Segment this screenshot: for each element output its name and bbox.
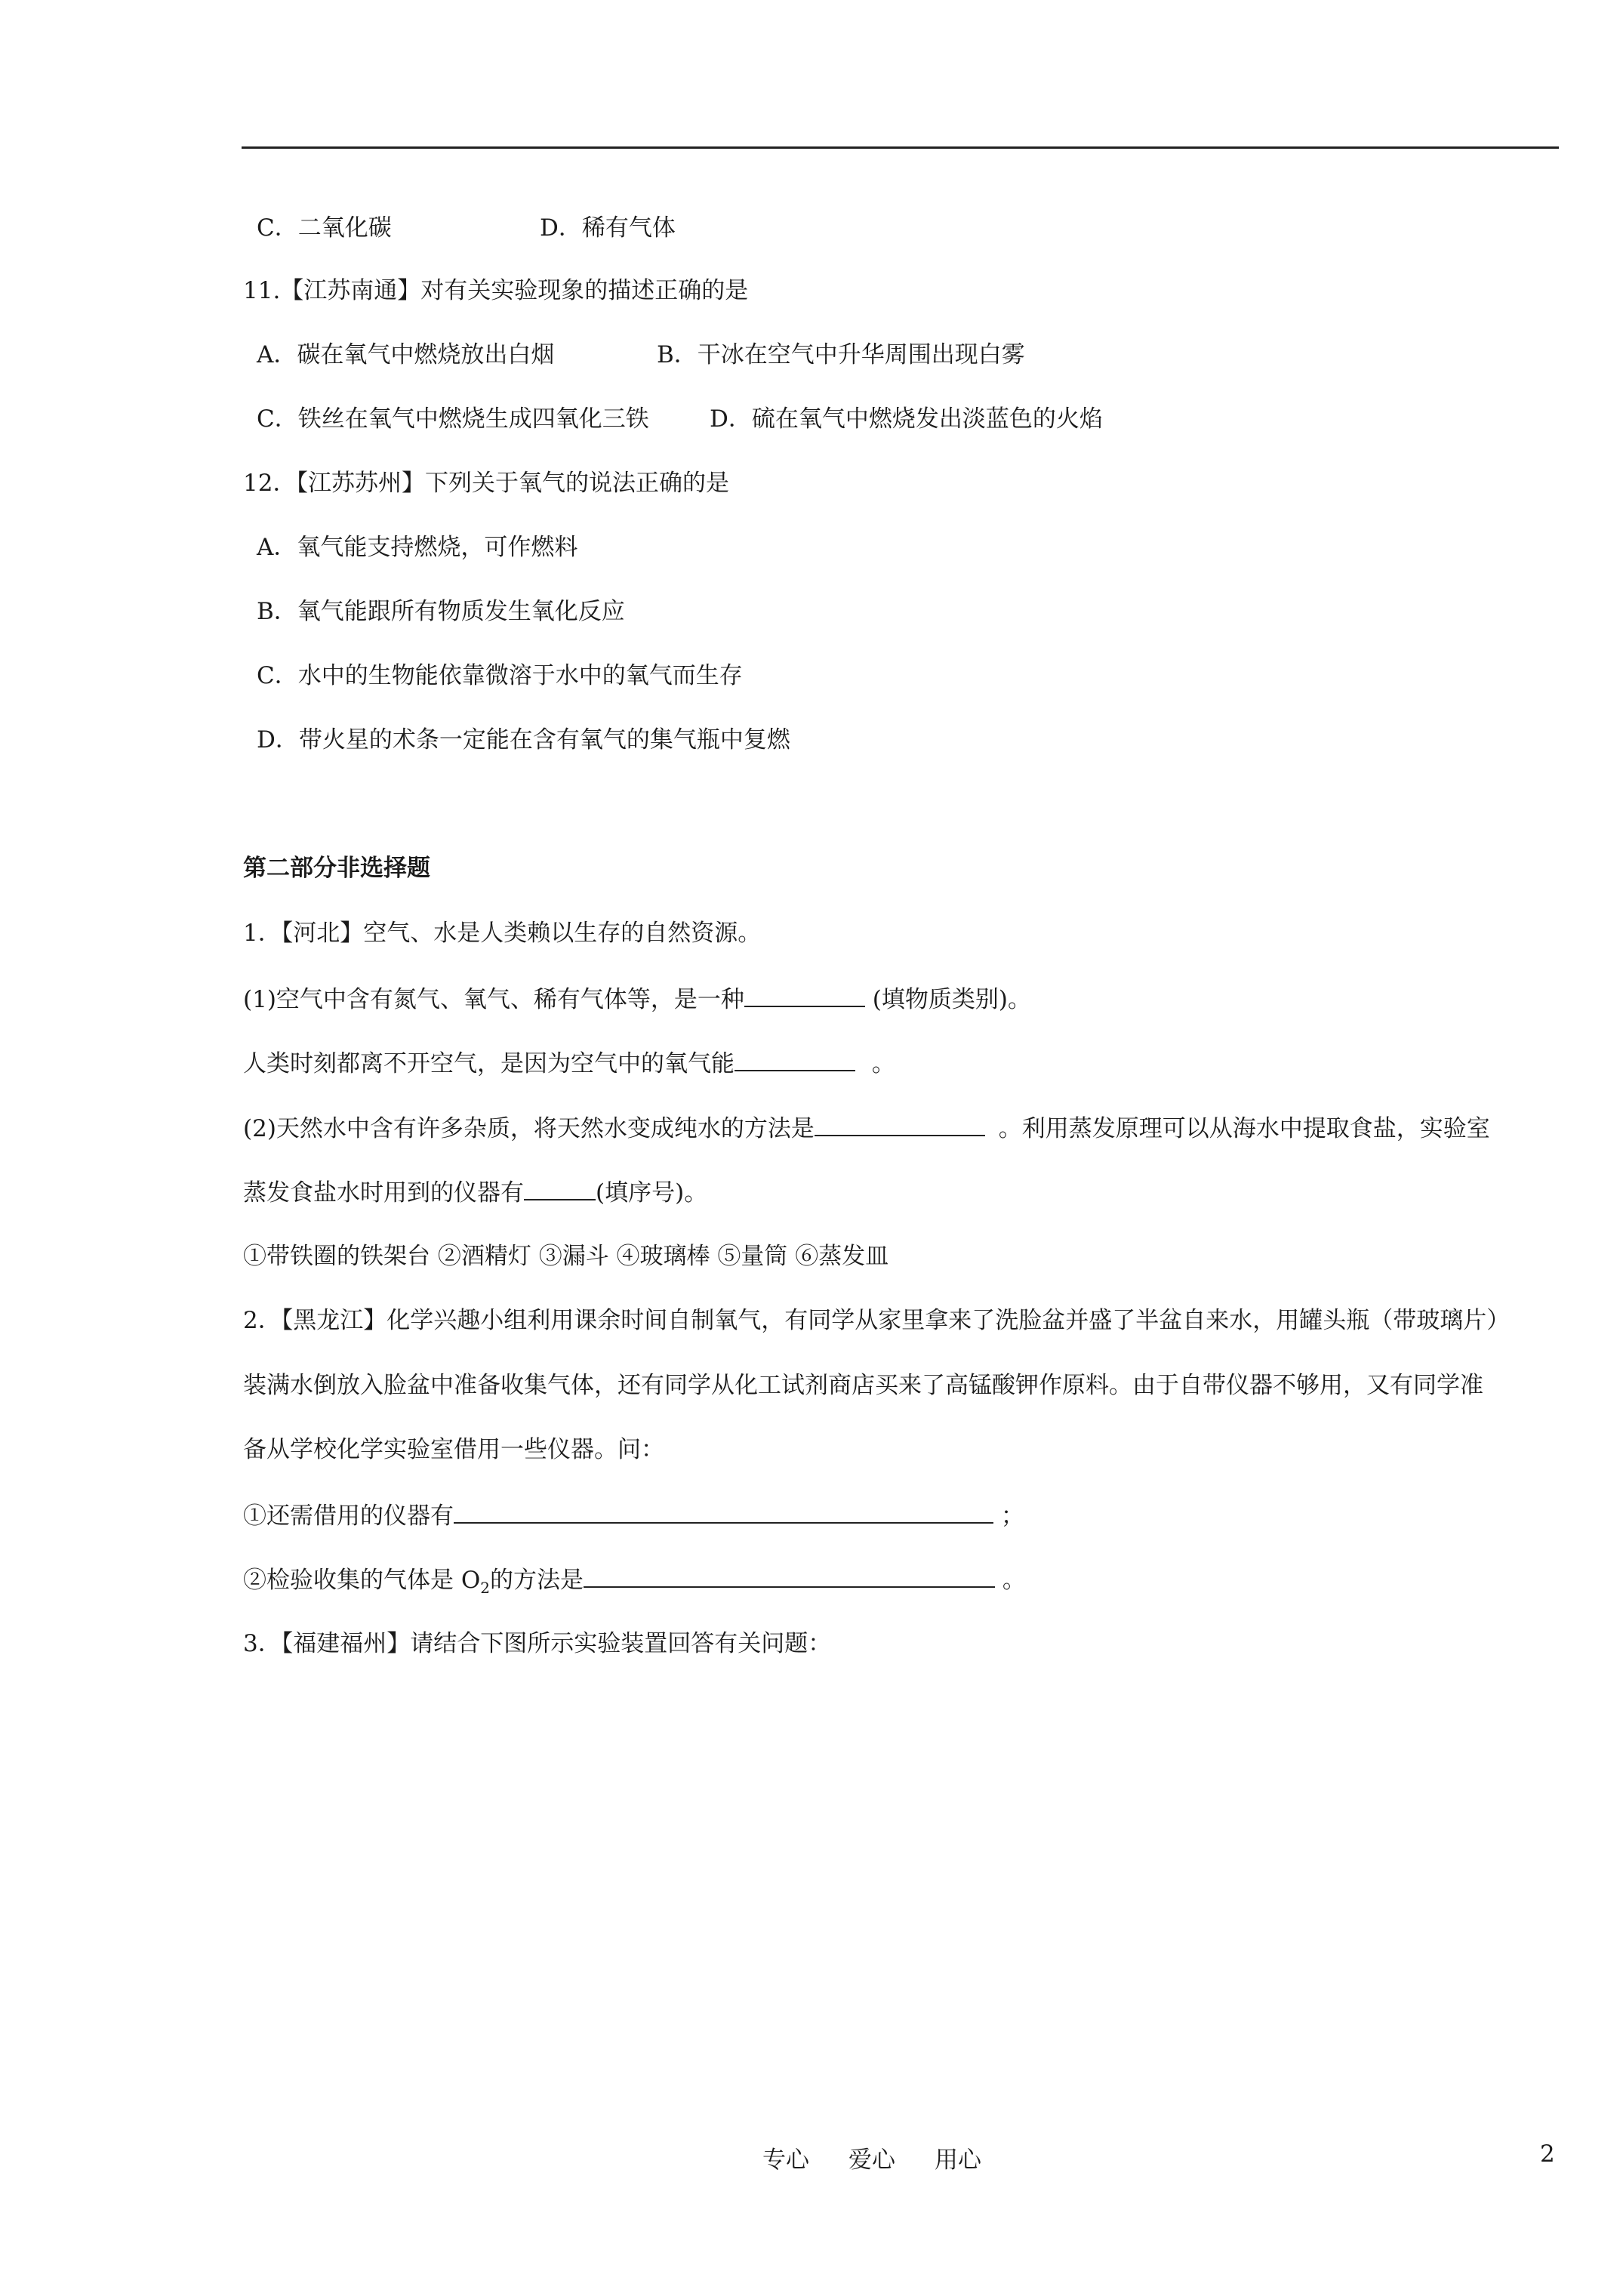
p3-stem: 3．【福建福州】请结合下图所示实验装置回答有关问题： <box>243 1630 832 1657</box>
answer-blank[interactable] <box>735 1047 855 1071</box>
page-number: 2 <box>1540 2140 1555 2168</box>
option-d: D．稀有气体 <box>540 214 676 242</box>
p2-line2: 装满水倒放入脸盆中准备收集气体，还有同学从化工试剂商店买来了高锰酸钾作原料。由于自带仪器不够用，又有同学准 <box>243 1372 1483 1399</box>
option-a: A．碳在氧气中燃烧放出白烟 <box>257 341 555 368</box>
p1-sub1b: 人类时刻都离不开空气，是因为空气中的氧气能 。 <box>243 1047 895 1079</box>
section-heading: 第二部分非选择题 <box>243 855 430 882</box>
answer-blank[interactable] <box>815 1112 985 1136</box>
p2-sub-b: ②检验收集的气体是 $O_2$的方法是 。 <box>243 1564 1026 1603</box>
option-b: B．干冰在空气中升华周围出现白雾 <box>657 341 1025 368</box>
page-footer: 专心 爱心 用心 <box>762 2147 981 2174</box>
p1-sub2b: 蒸发食盐水时用到的仪器有 (填序号)。 <box>243 1176 707 1208</box>
q12-option-a: A．氧气能支持燃烧，可作燃料 <box>257 534 578 561</box>
q10-options-cd <box>257 213 676 243</box>
q11-stem: 11.【江苏南通】对有关实验现象的描述正确的是 <box>243 277 749 304</box>
p2-line3: 备从学校化学实验室借用一些仪器。问： <box>243 1436 664 1463</box>
p2-line1: 2．【黑龙江】化学兴趣小组利用课余时间自制氧气，有同学从家里拿来了洗脸盆并盛了半盆自来水，用罐头瓶（带玻璃片） <box>243 1307 1511 1334</box>
q12-option-b: B．氧气能跟所有物质发生氧化反应 <box>257 598 625 625</box>
q11-options-ab <box>257 340 1025 370</box>
q12-option-c: C．水中的生物能依靠微溶于水中的氧气而生存 <box>257 662 743 689</box>
p1-stem: 1．【河北】空气、水是人类赖以生存的自然资源。 <box>243 920 762 947</box>
p1-options: ①带铁圈的铁架台 ②酒精灯 ③漏斗 ④玻璃棒 ⑤量筒 ⑥蒸发皿 <box>243 1243 889 1270</box>
p2-sub-a: ①还需借用的仪器有 ； <box>243 1499 1024 1531</box>
answer-blank[interactable] <box>524 1176 596 1200</box>
option-c: C．铁丝在氧气中燃烧生成四氧化三铁 <box>257 405 649 433</box>
option-c: C．二氧化碳 <box>257 214 392 242</box>
option-d: D．硫在氧气中燃烧发出淡蓝色的火焰 <box>710 405 1103 433</box>
answer-blank[interactable] <box>454 1499 993 1524</box>
header-rule <box>242 146 1559 149</box>
q12-option-d: D．带火星的术条一定能在含有氧气的集气瓶中复燃 <box>257 726 790 754</box>
p1-sub1: (1)空气中含有氮气、氧气、稀有气体等，是一种 (填物质类别)。 <box>243 983 1031 1015</box>
q12-stem: 12．【江苏苏州】下列关于氧气的说法正确的是 <box>243 470 729 497</box>
q11-options-cd <box>257 404 1103 434</box>
answer-blank[interactable] <box>744 983 865 1007</box>
p1-sub2: (2)天然水中含有许多杂质，将天然水变成纯水的方法是 。利用蒸发原理可以从海水中提取食盐，实验室 <box>243 1112 1490 1144</box>
answer-blank[interactable] <box>584 1564 995 1588</box>
